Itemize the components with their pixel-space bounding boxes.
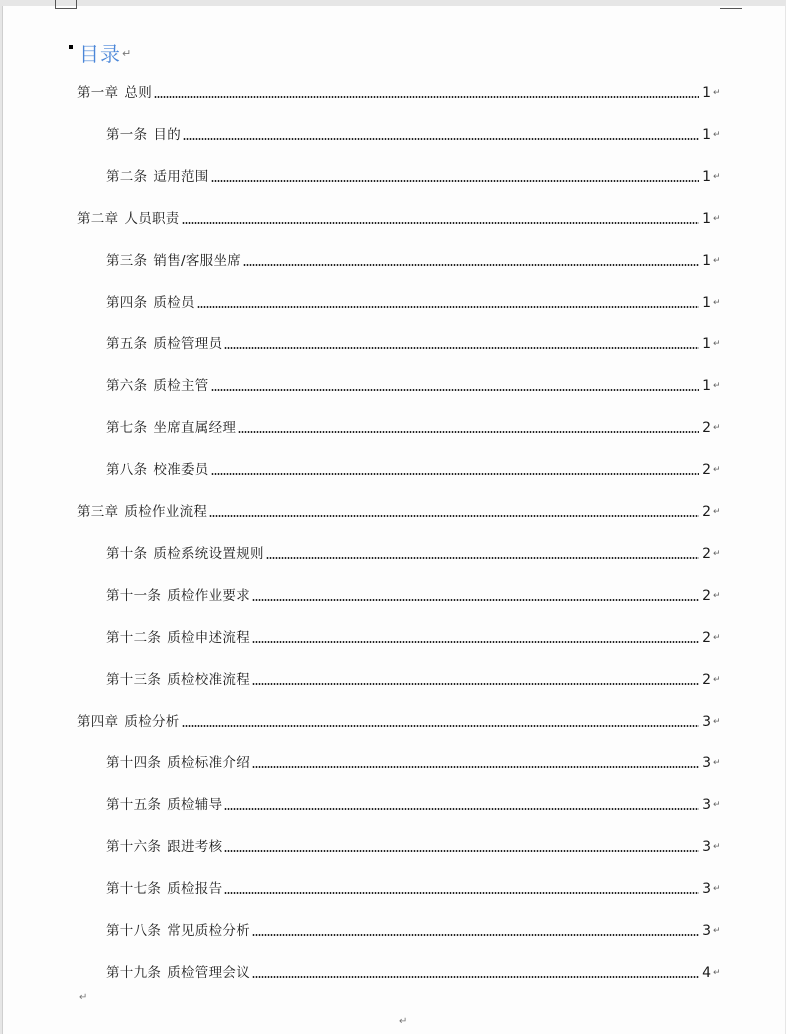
- toc-entry-text: 跟进考核: [167, 839, 223, 856]
- toc-page-number: 3: [702, 755, 711, 772]
- toc-entry-article[interactable]: [106, 417, 711, 437]
- toc-entry-number: 第十九条: [106, 964, 162, 981]
- toc-page-number: 1: [702, 336, 711, 353]
- dot-leader: [252, 976, 699, 978]
- toc-entry-label: [106, 796, 222, 814]
- toc-entry-chapter[interactable]: [77, 711, 711, 731]
- dot-leader: [211, 180, 699, 182]
- toc-entry-article[interactable]: [106, 375, 711, 395]
- toc-entry-text: 人员职责: [124, 210, 180, 227]
- paragraph-mark-icon: ↵: [713, 381, 721, 392]
- paragraph-mark-icon: ↵: [713, 590, 721, 601]
- toc-entry-number: 第十八条: [106, 923, 162, 939]
- toc-entry-article[interactable]: [106, 669, 711, 689]
- toc-entry-label: [106, 294, 195, 312]
- toc-entry-text: 总则: [124, 85, 153, 101]
- dot-leader: [183, 138, 699, 140]
- toc-entry-article[interactable]: [106, 920, 711, 940]
- toc-page-number: 3: [702, 881, 711, 898]
- toc-entry-label: [77, 503, 207, 521]
- toc-entry-label: [106, 252, 241, 270]
- paragraph-mark-icon: ↵: [713, 842, 721, 853]
- toc-page-number: 2: [702, 504, 711, 520]
- paragraph-mark-icon: ↵: [713, 255, 721, 266]
- paragraph-mark-icon: ↵: [713, 716, 721, 727]
- toc-entry-text: 销售/客服坐席: [153, 252, 242, 269]
- paragraph-mark-icon: ↵: [713, 339, 721, 350]
- paragraph-mark-icon: ↵: [713, 548, 721, 559]
- toc-page-number: 2: [702, 629, 711, 646]
- toc-page-number: 3: [702, 797, 711, 814]
- toc-page-number: 1: [702, 294, 711, 311]
- toc-page-number: 2: [702, 420, 711, 437]
- document-page: [2, 6, 785, 1034]
- toc-entry-label: [77, 84, 152, 102]
- toc-entry-text: 质检作业要求: [167, 587, 251, 604]
- paragraph-mark-icon: ↵: [713, 297, 721, 308]
- toc-entry-label: [77, 210, 180, 228]
- paragraph-mark-icon: ↵: [713, 88, 721, 98]
- toc-entry-article[interactable]: [106, 166, 711, 186]
- toc-entry-label: [106, 126, 181, 144]
- toc-entry-text: 质检校准流程: [167, 671, 251, 688]
- dot-leader: [211, 389, 699, 391]
- toc-entry-text: 质检辅导: [167, 797, 223, 814]
- toc-entry-article[interactable]: [106, 333, 711, 353]
- toc-entry-text: 质检系统设置规则: [153, 545, 264, 562]
- toc-page-number: 2: [702, 671, 711, 688]
- paragraph-mark-icon: ↵: [122, 47, 132, 60]
- toc-page-number: 1: [702, 378, 711, 395]
- paragraph-mark-icon: ↵: [713, 632, 721, 643]
- dot-leader: [209, 515, 699, 517]
- toc-page-number: 1: [702, 168, 711, 185]
- toc-entry-number: 第三章: [77, 504, 119, 520]
- toc-entry-label: [106, 335, 222, 353]
- dot-leader: [252, 934, 699, 936]
- toc-entry-label: [106, 545, 264, 563]
- toc-entry-label: [106, 168, 209, 186]
- toc-entry-number: 第四条: [106, 294, 148, 311]
- dot-leader: [154, 96, 699, 98]
- toc-page-number: 3: [702, 923, 711, 939]
- toc-entry-number: 第一章: [77, 85, 119, 101]
- toc-page-number: 3: [702, 839, 711, 856]
- toc-entry-text: 目的: [153, 126, 182, 143]
- toc-entry-label: [106, 461, 209, 479]
- paragraph-mark-icon: ↵: [713, 213, 721, 224]
- toc-entry-chapter[interactable]: [77, 501, 711, 521]
- toc-page-number: 1: [702, 252, 711, 269]
- toc-entry-number: 第二条: [106, 168, 148, 185]
- toc-page-number: 2: [702, 545, 711, 562]
- toc-entry-label: [106, 880, 222, 898]
- toc-entry-label: [77, 713, 180, 731]
- toc-entry-number: 第六条: [106, 378, 148, 395]
- paragraph-mark-icon: ↵: [399, 1016, 408, 1027]
- toc-page-number: 2: [702, 587, 711, 604]
- toc-entry-number: 第三条: [106, 252, 148, 269]
- toc-entry-text: 坐席直属经理: [153, 420, 237, 437]
- dot-leader: [224, 892, 699, 894]
- dot-leader: [266, 557, 699, 559]
- crop-mark-top-right: [720, 4, 742, 9]
- dot-leader: [224, 808, 699, 810]
- paragraph-mark-icon: ↵: [713, 800, 721, 811]
- dot-leader: [252, 599, 699, 601]
- toc-entry-article[interactable]: [106, 250, 711, 270]
- toc-page-number: 2: [702, 462, 711, 479]
- toc-entry-text: 质检申述流程: [167, 629, 251, 646]
- toc-page-number: 1: [702, 126, 711, 143]
- toc-entry-article[interactable]: [106, 124, 711, 144]
- toc-entry-text: 质检作业流程: [124, 504, 208, 520]
- crop-mark-top-left: [55, 0, 77, 9]
- toc-entry-number: 第十条: [106, 545, 148, 562]
- paragraph-mark-icon: ↵: [713, 465, 721, 476]
- toc-entry-text: 质检分析: [124, 713, 180, 730]
- toc-entry-number: 第五条: [106, 336, 148, 353]
- dot-leader: [252, 766, 699, 768]
- toc-entry-label: [106, 754, 250, 772]
- toc-entry-article[interactable]: [106, 752, 711, 772]
- toc-entry-number: 第十二条: [106, 629, 162, 646]
- toc-title[interactable]: 目录: [79, 42, 121, 66]
- toc-entry-text: 质检标准介绍: [167, 755, 251, 772]
- dot-leader: [197, 306, 699, 308]
- toc-entry-article[interactable]: [106, 543, 711, 563]
- toc-entry-label: [106, 587, 250, 605]
- toc-entry-number: 第十一条: [106, 587, 162, 604]
- toc-entry-article[interactable]: [106, 585, 711, 605]
- toc-entry-label: [106, 671, 250, 689]
- toc-entry-number: 第十五条: [106, 797, 162, 814]
- toc-entry-text: 质检管理会议: [167, 964, 251, 981]
- toc-heading: [69, 42, 131, 68]
- paragraph-mark-icon: ↵: [713, 423, 721, 434]
- paragraph-mark-icon: ↵: [713, 674, 721, 685]
- toc-entry-article[interactable]: [106, 836, 711, 856]
- toc-entry-chapter[interactable]: [77, 82, 711, 102]
- toc-entry-text: 适用范围: [153, 168, 209, 185]
- toc-entry-article[interactable]: [106, 459, 711, 479]
- paragraph-mark-icon: ↵: [713, 967, 721, 978]
- paragraph-mark-icon: ↵: [713, 926, 721, 936]
- dot-leader: [243, 264, 699, 266]
- toc-entry-text: 质检员: [153, 294, 195, 311]
- paragraph-mark-icon: ↵: [713, 758, 721, 769]
- toc-entry-number: 第十七条: [106, 881, 162, 898]
- toc-entry-label: [106, 838, 222, 856]
- toc-entry-text: 质检报告: [167, 881, 223, 898]
- dot-leader: [182, 222, 699, 224]
- toc-entry-text: 校准委员: [153, 462, 209, 479]
- dot-leader: [252, 641, 699, 643]
- toc-entry-text: 质检管理员: [153, 336, 223, 353]
- toc-entry-article[interactable]: [106, 627, 711, 647]
- dot-leader: [224, 850, 699, 852]
- toc-entry-label: [106, 922, 250, 940]
- toc-entry-number: 第二章: [77, 210, 119, 227]
- dot-leader: [224, 347, 699, 349]
- toc-entry-text: 常见质检分析: [167, 923, 251, 939]
- heading-bullet-icon: [69, 45, 73, 49]
- toc-entry-label: [106, 629, 250, 647]
- paragraph-mark-icon: ↵: [713, 171, 721, 182]
- dot-leader: [211, 473, 699, 475]
- toc-entry-article[interactable]: [106, 794, 711, 814]
- toc-page-number: 1: [702, 210, 711, 227]
- dot-leader: [182, 725, 699, 727]
- toc-entry-number: 第十四条: [106, 755, 162, 772]
- toc-page-number: 1: [702, 85, 711, 101]
- paragraph-mark-icon: ↵: [713, 884, 721, 895]
- toc-entry-label: [106, 964, 250, 982]
- toc-page-number: 4: [702, 964, 711, 981]
- toc-entry-number: 第四章: [77, 713, 119, 730]
- toc-entry-number: 第一条: [106, 126, 148, 143]
- toc-entry-number: 第十六条: [106, 839, 162, 856]
- toc-entry-article[interactable]: [106, 878, 711, 898]
- paragraph-mark-icon: ↵: [713, 507, 721, 517]
- toc-entry-article[interactable]: [106, 292, 711, 312]
- toc-entry-number: 第十三条: [106, 671, 162, 688]
- toc-entry-text: 质检主管: [153, 378, 209, 395]
- toc-entry-article[interactable]: [106, 962, 711, 982]
- paragraph-mark-icon: ↵: [79, 992, 88, 1003]
- toc-entry-label: [106, 419, 236, 437]
- toc-entry-label: [106, 377, 209, 395]
- dot-leader: [252, 683, 699, 685]
- toc-entry-number: 第八条: [106, 462, 148, 479]
- dot-leader: [238, 431, 699, 433]
- toc-entry-number: 第七条: [106, 420, 148, 437]
- toc-entry-chapter[interactable]: [77, 208, 711, 228]
- toc-page-number: 3: [702, 713, 711, 730]
- paragraph-mark-icon: ↵: [713, 129, 721, 140]
